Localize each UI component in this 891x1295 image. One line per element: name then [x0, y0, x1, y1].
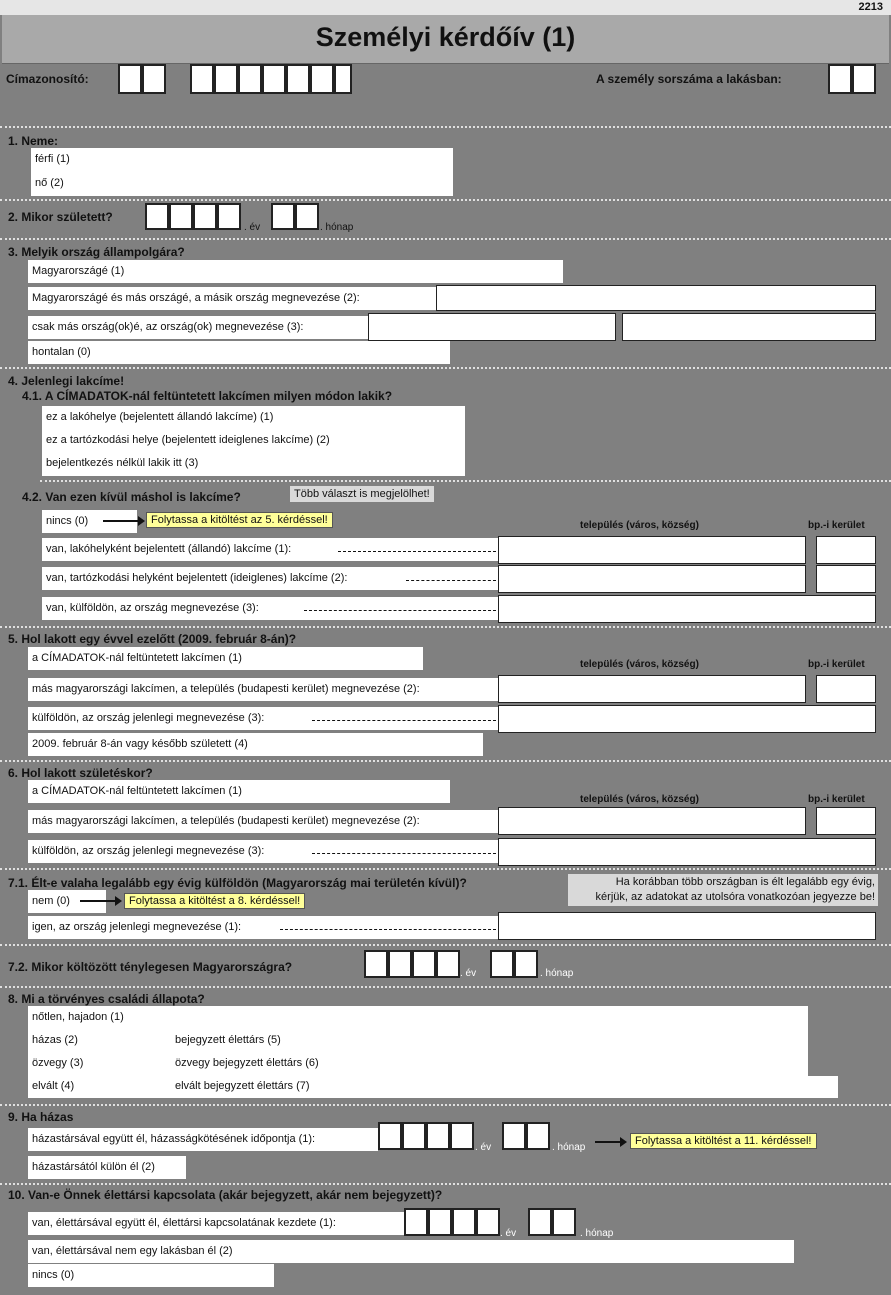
q8-option-1[interactable]: nőtlen, hajadon (1)	[32, 1011, 124, 1023]
separator	[0, 126, 891, 128]
separator	[0, 367, 891, 369]
q72-year-suffix: . év	[460, 968, 477, 979]
separator	[0, 238, 891, 240]
q1-title: 1. Neme:	[8, 134, 59, 148]
q2-year-suffix: . év	[244, 222, 261, 233]
q42-option-1[interactable]: van, lakóhelyként bejelentett (állandó) lakcíme (1):	[46, 543, 292, 555]
q8-option-2[interactable]: házas (2)	[32, 1034, 78, 1046]
q8-option-4[interactable]: elvált (4)	[32, 1080, 75, 1092]
q42-title: 4.2. Van ezen kívül máshol is lakcíme?	[22, 490, 241, 504]
q9-skip-note: Folytassa a kitöltést a 11. kérdéssel!	[630, 1133, 817, 1149]
q5-option-4[interactable]: 2009. február 8-án vagy később született (4)	[32, 738, 248, 750]
q5-district-field[interactable]	[816, 675, 876, 703]
separator	[0, 986, 891, 988]
q9-year-suffix: . év	[475, 1142, 492, 1153]
top-strip	[0, 0, 891, 15]
q42-district-field-2[interactable]	[816, 565, 876, 593]
q10-option-1[interactable]: van, élettársával együtt él, élettársi kapcsolatának kezdete (1):	[32, 1217, 336, 1229]
q42-district-field-1[interactable]	[816, 536, 876, 564]
q5-option-2[interactable]: más magyarországi lakcímen, a település (budapesti kerület) megnevezése (2):	[32, 683, 420, 695]
separator	[0, 760, 891, 762]
q9-option-2[interactable]: házastársától külön él (2)	[32, 1161, 155, 1173]
q71-note-line-2: kérjük, az adatokat az utolsóra vonatkozóan jegyezze be!	[595, 891, 875, 903]
q8-option-7[interactable]: elvált bejegyzett élettárs (7)	[175, 1080, 310, 1092]
q41-option-3[interactable]: bejelentkezés nélkül lakik itt (3)	[46, 457, 199, 469]
q4-title: 4. Jelenlegi lakcíme!	[8, 374, 125, 388]
q3-option-1[interactable]: Magyarországé (1)	[32, 265, 125, 277]
q42-option-0[interactable]: nincs (0)	[46, 515, 89, 527]
q6-district-field[interactable]	[816, 807, 876, 835]
q1-option-female[interactable]: nő (2)	[35, 177, 64, 189]
separator	[0, 944, 891, 946]
q5-title: 5. Hol lakott egy évvel ezelőtt (2009. február 8-án)?	[8, 632, 297, 646]
separator	[0, 1104, 891, 1106]
q71-note	[568, 874, 878, 906]
q8-title: 8. Mi a törvényes családi állapota?	[8, 992, 205, 1006]
q8-option-3[interactable]: özvegy (3)	[32, 1057, 84, 1069]
q5-option-3[interactable]: külföldön, az ország jelenlegi megnevezése (3):	[32, 712, 265, 724]
q42-option-2[interactable]: van, tartózkodási helyként bejelentett (ideiglenes) lakcíme (2):	[46, 572, 348, 584]
dash-leader	[304, 610, 496, 611]
arrow-icon	[595, 1141, 621, 1143]
q71-skip-note: Folytassa a kitöltést a 8. kérdéssel!	[124, 893, 305, 909]
q10-month-suffix: . hónap	[580, 1228, 614, 1239]
q42-country-field[interactable]	[498, 595, 876, 623]
separator	[40, 480, 891, 482]
q72-title: 7.2. Mikor költözött ténylegesen Magyarországra?	[8, 960, 293, 974]
q2-title: 2. Mikor született?	[8, 210, 113, 224]
q42-col-settlement: település (város, község)	[580, 520, 699, 531]
q10-option-2[interactable]: van, élettársával nem egy lakásban él (2)	[32, 1245, 233, 1257]
q42-multi-note: Több választ is megjelölhet!	[290, 486, 434, 502]
q5-option-1[interactable]: a CÍMADATOK-nál feltüntetett lakcímen (1)	[32, 652, 242, 664]
q3-option-2[interactable]: Magyarországé és más országé, a másik ország megnevezése (2):	[32, 292, 360, 304]
q10-title: 10. Van-e Önnek élettársi kapcsolata (akár bejegyzett, akár nem bejegyzett)?	[8, 1188, 443, 1202]
dash-leader	[280, 929, 496, 930]
q3-country-field-2[interactable]	[622, 313, 876, 341]
dash-leader	[312, 720, 496, 721]
q9-option-1[interactable]: házastársával együtt él, házasságkötésének időpontja (1):	[32, 1133, 316, 1145]
person-number-label: A személy sorszáma a lakásban:	[596, 72, 782, 86]
q41-option-1[interactable]: ez a lakóhelye (bejelentett állandó lakcíme) (1)	[46, 411, 274, 423]
separator	[0, 868, 891, 870]
q6-col-district: bp.-i kerület	[808, 794, 865, 805]
q8-option-5[interactable]: bejegyzett élettárs (5)	[175, 1034, 281, 1046]
q3-title: 3. Melyik ország állampolgára?	[8, 245, 185, 259]
q6-country-field[interactable]	[498, 838, 876, 866]
q41-option-2[interactable]: ez a tartózkodási helye (bejelentett ideiglenes lakcíme) (2)	[46, 434, 330, 446]
q9-month-suffix: . hónap	[552, 1142, 586, 1153]
separator	[0, 1183, 891, 1185]
q5-col-district: bp.-i kerület	[808, 659, 865, 670]
q3-option-3[interactable]: csak más ország(ok)é, az ország(ok) megnevezése (3):	[32, 321, 304, 333]
q9-title: 9. Ha házas	[8, 1110, 74, 1124]
q6-option-3[interactable]: külföldön, az ország jelenlegi megnevezése (3):	[32, 845, 265, 857]
q1-options-panel	[31, 148, 453, 196]
q5-settlement-field[interactable]	[498, 675, 806, 703]
q8-options-panel	[28, 1006, 808, 1076]
q42-skip-note: Folytassa a kitöltést az 5. kérdéssel!	[146, 512, 333, 528]
form-number: 2213	[858, 1, 883, 13]
q42-settlement-field-1[interactable]	[498, 536, 806, 564]
q71-option-0[interactable]: nem (0)	[32, 895, 70, 907]
arrow-icon	[80, 900, 116, 902]
q5-country-field[interactable]	[498, 705, 876, 733]
q42-settlement-field-2[interactable]	[498, 565, 806, 593]
q71-title: 7.1. Élt-e valaha legalább egy évig külföldön (Magyarország mai területén kívül)?	[8, 876, 467, 890]
dash-leader	[406, 580, 496, 581]
q10-option-3[interactable]: nincs (0)	[32, 1269, 75, 1281]
dash-leader	[312, 853, 496, 854]
q6-settlement-field[interactable]	[498, 807, 806, 835]
q41-title: 4.1. A CÍMADATOK-nál feltüntetett lakcímen milyen módon lakik?	[22, 389, 393, 403]
q8-option-6[interactable]: özvegy bejegyzett élettárs (6)	[175, 1057, 319, 1069]
separator	[0, 199, 891, 201]
q3-country-field-1[interactable]	[368, 313, 616, 341]
q71-option-1[interactable]: igen, az ország jelenlegi megnevezése (1):	[32, 921, 242, 933]
q3-other-country-field[interactable]	[436, 285, 876, 311]
arrow-icon	[103, 520, 139, 522]
q1-option-male[interactable]: férfi (1)	[35, 153, 70, 165]
q71-country-field[interactable]	[498, 912, 876, 940]
q42-col-district: bp.-i kerület	[808, 520, 865, 531]
q6-col-settlement: település (város, község)	[580, 794, 699, 805]
separator	[0, 626, 891, 628]
page-title: Személyi kérdőív (1)	[315, 22, 576, 52]
q3-option-4[interactable]: hontalan (0)	[32, 346, 91, 358]
q6-option-2[interactable]: más magyarországi lakcímen, a település (budapesti kerület) megnevezése (2):	[32, 815, 420, 827]
q10-year-suffix: . év	[500, 1228, 517, 1239]
q6-title: 6. Hol lakott születéskor?	[8, 766, 153, 780]
address-id-label: Címazonosító:	[6, 72, 89, 86]
q6-option-1[interactable]: a CÍMADATOK-nál feltüntetett lakcímen (1)	[32, 785, 242, 797]
q3-row-4	[28, 341, 450, 364]
q72-month-suffix: . hónap	[540, 968, 574, 979]
q42-option-3[interactable]: van, külföldön, az ország megnevezése (3):	[46, 602, 259, 614]
q5-col-settlement: település (város, község)	[580, 659, 699, 670]
dash-leader	[338, 551, 496, 552]
q2-month-suffix: . hónap	[320, 222, 354, 233]
q71-note-line-1: Ha korábban több országban is élt legalább egy évig,	[615, 876, 875, 888]
